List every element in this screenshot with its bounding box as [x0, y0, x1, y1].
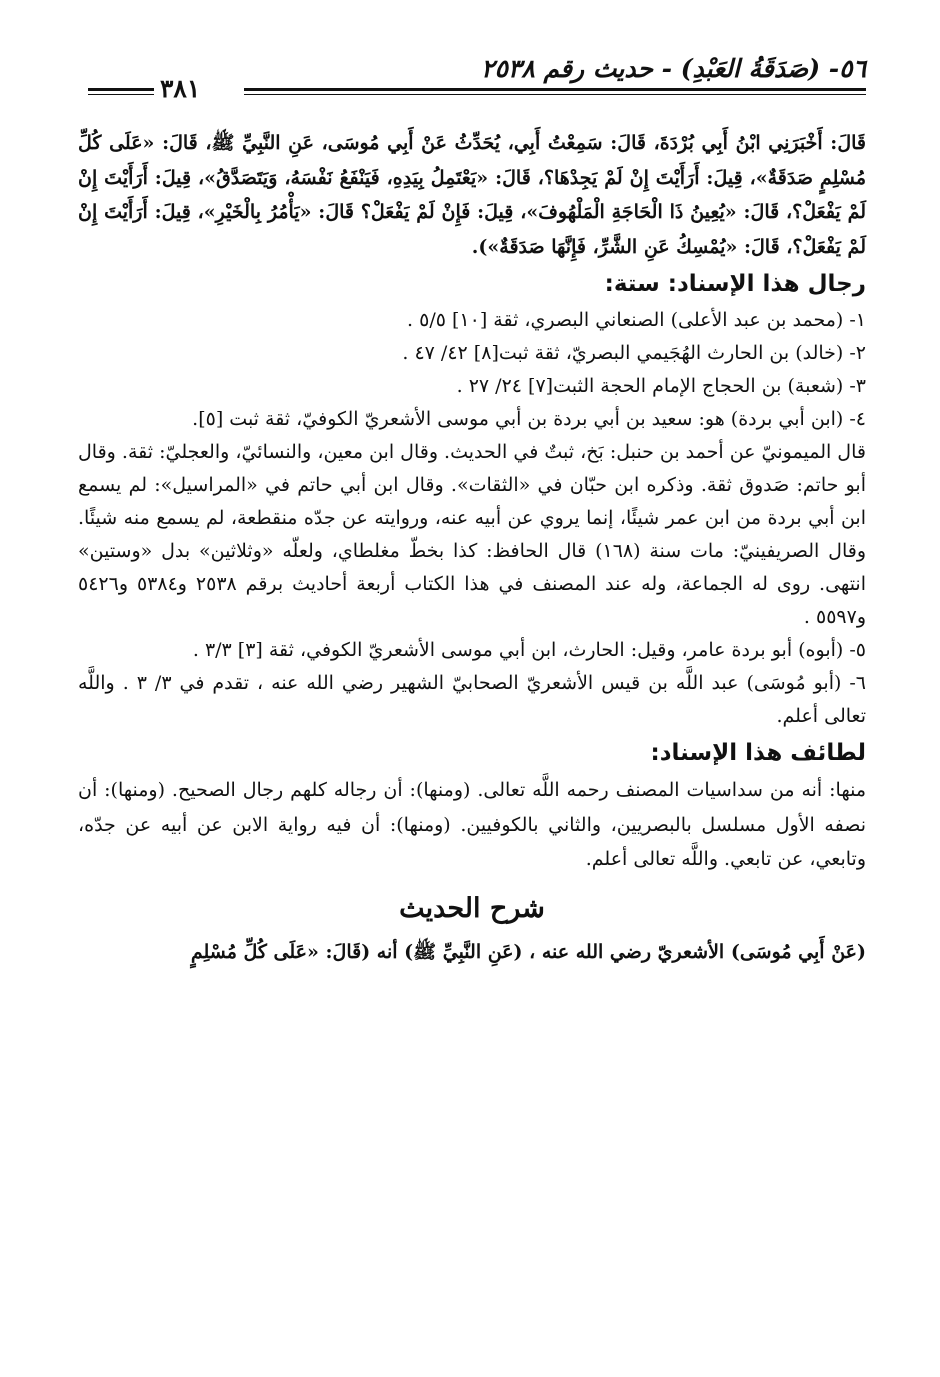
narrator-item-4: ٤- (ابن أبي بردة) هو: سعيد بن أبي بردة بن أبي موسى الأشعريّ الكوفيّ، ثقة ثبت [٥].	[192, 408, 866, 430]
isnad-heading: لطائف هذا الإسناد:	[650, 740, 866, 766]
header-rule-short	[88, 88, 154, 95]
chapter-title: ٥٦- (صَدَقَةُ العَبْدِ) - حديث رقم ٢٥٣٨	[481, 54, 866, 83]
narrator-commentary: قال الميمونيّ عن أحمد بن حنبل: بَخ، ثبتٌ في الحديث. وقال ابن معين، والنسائيّ، والعجليّ: ثقة. وقال أبو حاتم: صَدوق ثقة. وذكره ابن حبّان في «الثقات». وقال ابن أبي حاتم في «المراسيل»: لم يسمع ابن أبي بردة من ابن عمر شيئًا، إنما يروي عن أبيه عنه، وروايته عن جدّه منقطعة، لم يسمع منه شيئًا. وقال الصريفينيّ: مات سنة (١٦٨) قال الحافظ: كذا بخطّ مغلطاي، ولعلّه «وثلاثين» بدل «وستين» انتهى. روى له الجماعة، وله عند المصنف في هذا الكتاب أربعة أحاديث برقم ٢٥٣٨ و٥٣٨٤ و٥٤٢٦ و٥٥٩٧ .	[78, 441, 866, 628]
page-number: ٣٨١	[160, 74, 201, 103]
header-rule	[244, 88, 866, 95]
narrator-item-1: ١- (محمد بن عبد الأعلى) الصنعاني البصري، ثقة [١٠] ٥/٥ .	[407, 309, 866, 331]
sharh-text: (عَنْ أَبِي مُوسَى) الأشعريّ رضي الله عنه ، (عَنِ النَّبِيِّ ﷺ) أنه (قَالَ: «عَلَى كُلِّ مُسْلِمٍ	[190, 940, 866, 963]
sharh-heading: شرح الحديث	[399, 892, 545, 924]
book-page	[78, 48, 866, 969]
page-header	[78, 48, 866, 103]
isnad-text: منها: أنه من سداسيات المصنف رحمه اللَّه تعالى. (ومنها): أن رجاله كلهم رجال الصحيح. (ومنها): أن نصفه الأول مسلسل بالبصريين، والثاني بالكوفيين. (ومنها): أن فيه رواية الابن عن أبيه عن جدّه، وتابعي، عن تابعي. واللَّه تعالى أعلم.	[78, 779, 866, 870]
narrator-item-6: ٦- (أبو مُوسَى) عبد اللَّه بن قيس الأشعريّ الصحابيّ الشهير رضي الله عنه ، تقدم في ٣/ ٣ . واللَّه تعالى أعلم.	[78, 672, 867, 727]
narrator-item-2: ٢- (خالد) بن الحارث الهُجَيمي البصريّ، ثقة ثبت[٨] ٤٢/ ٤٧ .	[402, 342, 866, 364]
hadith-text: قَالَ: أَخْبَرَنِي ابْنُ أَبِي بُرْدَةَ، قَالَ: سَمِعْتُ أَبِي، يُحَدِّثُ عَنْ أَبِي مُوسَى، عَنِ النَّبِيِّ ﷺ، قَالَ: «عَلَى كُلِّ مُسْلِمٍ صَدَقَةٌ»، قِيلَ: أَرَأَيْتَ إِنْ لَمْ يَجِدْهَا؟، قَالَ: «يَعْتَمِلُ بِيَدِهِ، فَيَنْفَعُ نَفْسَهُ، وَيَتَصَدَّقُ»، قِيلَ: أَرَأَيْتَ إِنْ لَمْ يَفْعَلْ؟، قَالَ: «يُعِينُ ذَا الْحَاجَةِ الْمَلْهُوفَ»، قِيلَ: فَإِنْ لَمْ يَفْعَلْ؟ قَالَ: «يَأْمُرُ بِالْخَيْرِ»، قِيلَ: أَرَأَيْتَ إِنْ لَمْ يَفْعَلْ؟، قَالَ: «يُمْسِكُ عَنِ الشَّرِّ، فَإِنَّهَا صَدَقَةٌ»).	[78, 132, 866, 258]
narrator-item-3: ٣- (شعبة) بن الحجاج الإمام الحجة الثبت[٧] ٢٤/ ٢٧ .	[456, 375, 866, 397]
narrators-heading: رجال هذا الإسناد: ستة:	[604, 271, 866, 297]
narrator-item-5: ٥- (أبوه) أبو بردة عامر، وقيل: الحارث، ابن أبي موسى الأشعريّ الكوفي، ثقة [٣] ٣/٣ .	[192, 639, 866, 661]
page-content	[78, 126, 866, 969]
